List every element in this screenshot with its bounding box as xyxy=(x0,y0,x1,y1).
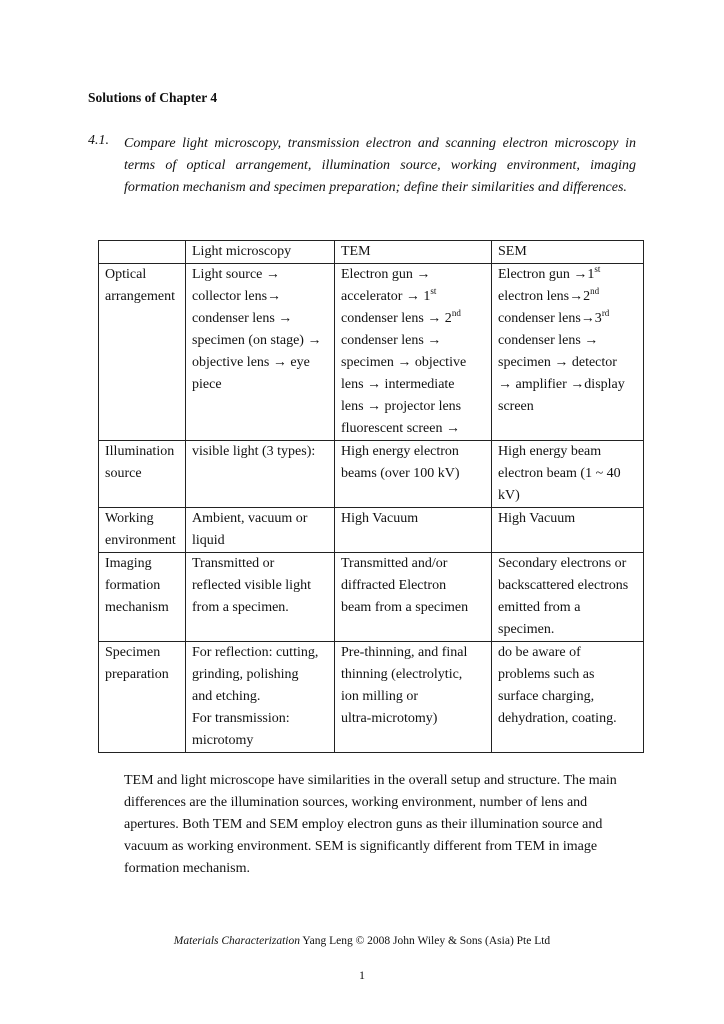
cell-line: High energy electron xyxy=(341,444,459,459)
cell-line: Illumination xyxy=(105,444,175,459)
cell-line: emitted from a xyxy=(498,600,581,615)
light-microscopy-cell xyxy=(186,508,335,553)
cell-line: reflected visible light xyxy=(192,578,311,593)
cell-line: lens → intermediate xyxy=(341,377,455,392)
cell-line: specimen → objective xyxy=(341,355,467,370)
tem-cell xyxy=(335,553,492,642)
cell-line: specimen (on stage) → xyxy=(192,333,322,348)
tem-cell xyxy=(335,642,492,753)
row-label-cell xyxy=(99,441,186,508)
superscript: rd xyxy=(601,308,610,318)
cell-line: Specimen xyxy=(105,645,161,660)
cell-line: Pre-thinning, and final xyxy=(341,645,468,660)
cell-line: source xyxy=(105,466,142,481)
table-row xyxy=(99,642,644,753)
cell-line: beams (over 100 kV) xyxy=(341,466,460,481)
cell-line: liquid xyxy=(192,533,225,548)
cell-line: Transmitted and/or xyxy=(341,556,448,571)
cell-line: collector lens→ xyxy=(192,289,282,304)
cell-line: thinning (electrolytic, xyxy=(341,667,463,682)
superscript: st xyxy=(594,264,601,274)
cell-line: High Vacuum xyxy=(341,511,419,526)
light-microscopy-cell xyxy=(186,553,335,642)
table-row xyxy=(99,441,644,508)
cell-line: condenser lens→3rd xyxy=(498,308,610,326)
cell-line: Ambient, vacuum or xyxy=(192,511,308,526)
page-number: 1 xyxy=(359,968,365,982)
table-header-cell: SEM xyxy=(492,241,644,264)
cell-line: problems such as xyxy=(498,667,595,682)
cell-line: → amplifier →display xyxy=(498,377,625,392)
comparison-table xyxy=(98,240,644,753)
table-header-cell: Light microscopy xyxy=(186,241,335,264)
cell-line: visible light (3 types): xyxy=(192,444,316,459)
cell-line: objective lens → eye xyxy=(192,355,310,370)
cell-line: specimen. xyxy=(498,622,555,637)
question-text: Compare light microscopy, transmission electron and scanning electron microscopy in terms of optical arrangement, illumination source, working environment, imaging formation mechanism and specimen preparation; define their similarities and differences. xyxy=(124,136,636,195)
cell-line: condenser lens → xyxy=(498,333,599,348)
row-label-cell xyxy=(99,553,186,642)
footer-citation xyxy=(0,935,724,947)
cell-line: beam from a specimen xyxy=(341,600,469,615)
cell-line: diffracted Electron xyxy=(341,578,447,593)
cell-line: electron beam (1 ~ 40 xyxy=(498,466,621,481)
cell-line: Optical xyxy=(105,267,147,282)
cell-line: Imaging xyxy=(105,556,152,571)
table-row xyxy=(99,508,644,553)
cell-line: Working xyxy=(105,511,154,526)
row-label-cell xyxy=(99,264,186,441)
cell-line: do be aware of xyxy=(498,645,581,660)
cell-line: For reflection: cutting, xyxy=(192,645,319,660)
footer-publisher: Yang Leng © 2008 John Wiley & Sons (Asia) Pte Ltd xyxy=(299,935,551,947)
tem-cell xyxy=(335,508,492,553)
cell-line: Transmitted or xyxy=(192,556,275,571)
cell-line: condenser lens → xyxy=(341,333,442,348)
superscript: nd xyxy=(590,286,600,296)
cell-line: specimen → detector xyxy=(498,355,617,370)
cell-line: arrangement xyxy=(105,289,175,304)
page-title: Solutions of Chapter 4 xyxy=(88,90,218,105)
cell-line: ion milling or xyxy=(341,689,418,704)
table-header-cell: TEM xyxy=(335,241,492,264)
cell-line: surface charging, xyxy=(498,689,595,704)
table-header-row xyxy=(99,241,644,264)
sem-cell xyxy=(492,508,644,553)
cell-line: Electron gun →1st xyxy=(498,264,601,282)
cell-line: microtomy xyxy=(192,733,254,748)
cell-line: from a specimen. xyxy=(192,600,289,615)
cell-line: preparation xyxy=(105,667,169,682)
cell-line: screen xyxy=(498,399,534,414)
cell-line: backscattered electrons xyxy=(498,578,629,593)
superscript: st xyxy=(430,286,437,296)
question-number: 4.1. xyxy=(88,133,109,148)
cell-line: accelerator → 1st xyxy=(341,286,437,304)
table-row xyxy=(99,264,644,441)
cell-line: ultra-microtomy) xyxy=(341,711,438,726)
light-microscopy-cell xyxy=(186,642,335,753)
cell-line: Electron gun → xyxy=(341,267,431,282)
cell-line: formation xyxy=(105,578,161,593)
cell-line: Light source → xyxy=(192,267,280,282)
cell-line: condenser lens → 2nd xyxy=(341,308,461,326)
cell-line: High energy beam xyxy=(498,444,602,459)
cell-line: dehydration, coating. xyxy=(498,711,617,726)
summary-paragraph: TEM and light microscope have similarities in the overall setup and structure. The main differences are the illumination sources, working environment, number of lens and apertures. Both TEM and SEM employ electron guns as their illumination source and vacuum as working environment. SEM is significantly different from TEM in image formation mechanism. xyxy=(124,773,617,876)
cell-line: grinding, polishing xyxy=(192,667,299,682)
cell-line: mechanism xyxy=(105,600,169,615)
tem-cell xyxy=(335,441,492,508)
footer-book-title: Materials Characterization xyxy=(173,935,300,947)
cell-line: fluorescent screen → xyxy=(341,421,460,436)
light-microscopy-cell xyxy=(186,441,335,508)
sem-cell xyxy=(492,553,644,642)
cell-line: environment xyxy=(105,533,176,548)
superscript: nd xyxy=(451,308,461,318)
cell-line: and etching. xyxy=(192,689,261,704)
light-microscopy-cell xyxy=(186,264,335,441)
cell-line: electron lens→2nd xyxy=(498,286,600,304)
table-row xyxy=(99,553,644,642)
cell-line: condenser lens → xyxy=(192,311,293,326)
row-label-cell xyxy=(99,642,186,753)
sem-cell xyxy=(492,642,644,753)
cell-line: High Vacuum xyxy=(498,511,576,526)
cell-line: piece xyxy=(192,377,222,392)
cell-line: lens → projector lens xyxy=(341,399,462,414)
sem-cell xyxy=(492,264,644,441)
cell-line: Secondary electrons or xyxy=(498,556,627,571)
cell-line: For transmission: xyxy=(192,711,290,726)
row-label-cell xyxy=(99,508,186,553)
sem-cell xyxy=(492,441,644,508)
table-header-cell xyxy=(99,241,186,264)
cell-line: kV) xyxy=(498,488,520,503)
tem-cell xyxy=(335,264,492,441)
